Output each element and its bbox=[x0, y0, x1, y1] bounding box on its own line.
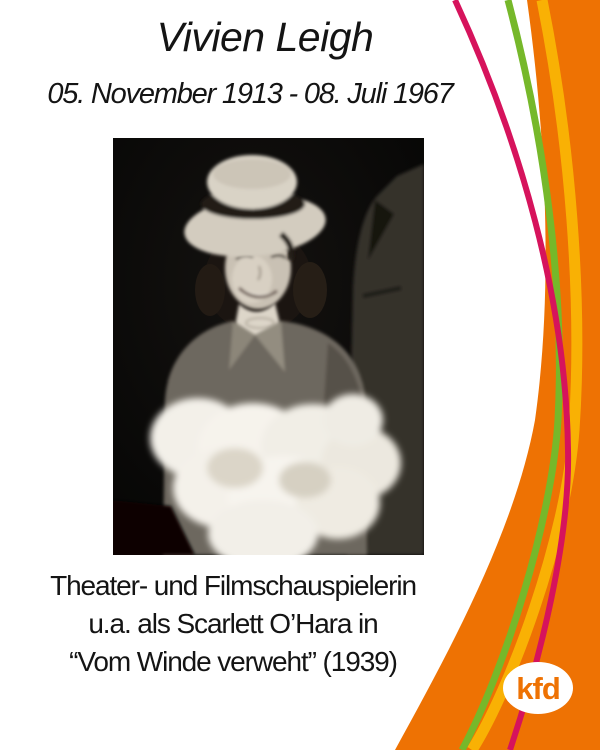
person-name: Vivien Leigh bbox=[156, 14, 374, 60]
description-block bbox=[0, 567, 466, 681]
hair-left bbox=[195, 264, 225, 316]
description-line: Theater- und Filmschauspielerin bbox=[50, 570, 416, 601]
kfd-logo bbox=[503, 662, 573, 714]
description-line: u.a. als Scarlett O’Hara in bbox=[88, 608, 378, 639]
portrait-photo bbox=[113, 138, 424, 555]
description-line: “Vom Winde verweht” (1939) bbox=[69, 646, 397, 677]
life-dates: 05. November 1913 - 08. Juli 1967 bbox=[47, 78, 453, 110]
hair-right bbox=[293, 262, 327, 318]
kfd-logo-text: kfd bbox=[516, 671, 560, 706]
